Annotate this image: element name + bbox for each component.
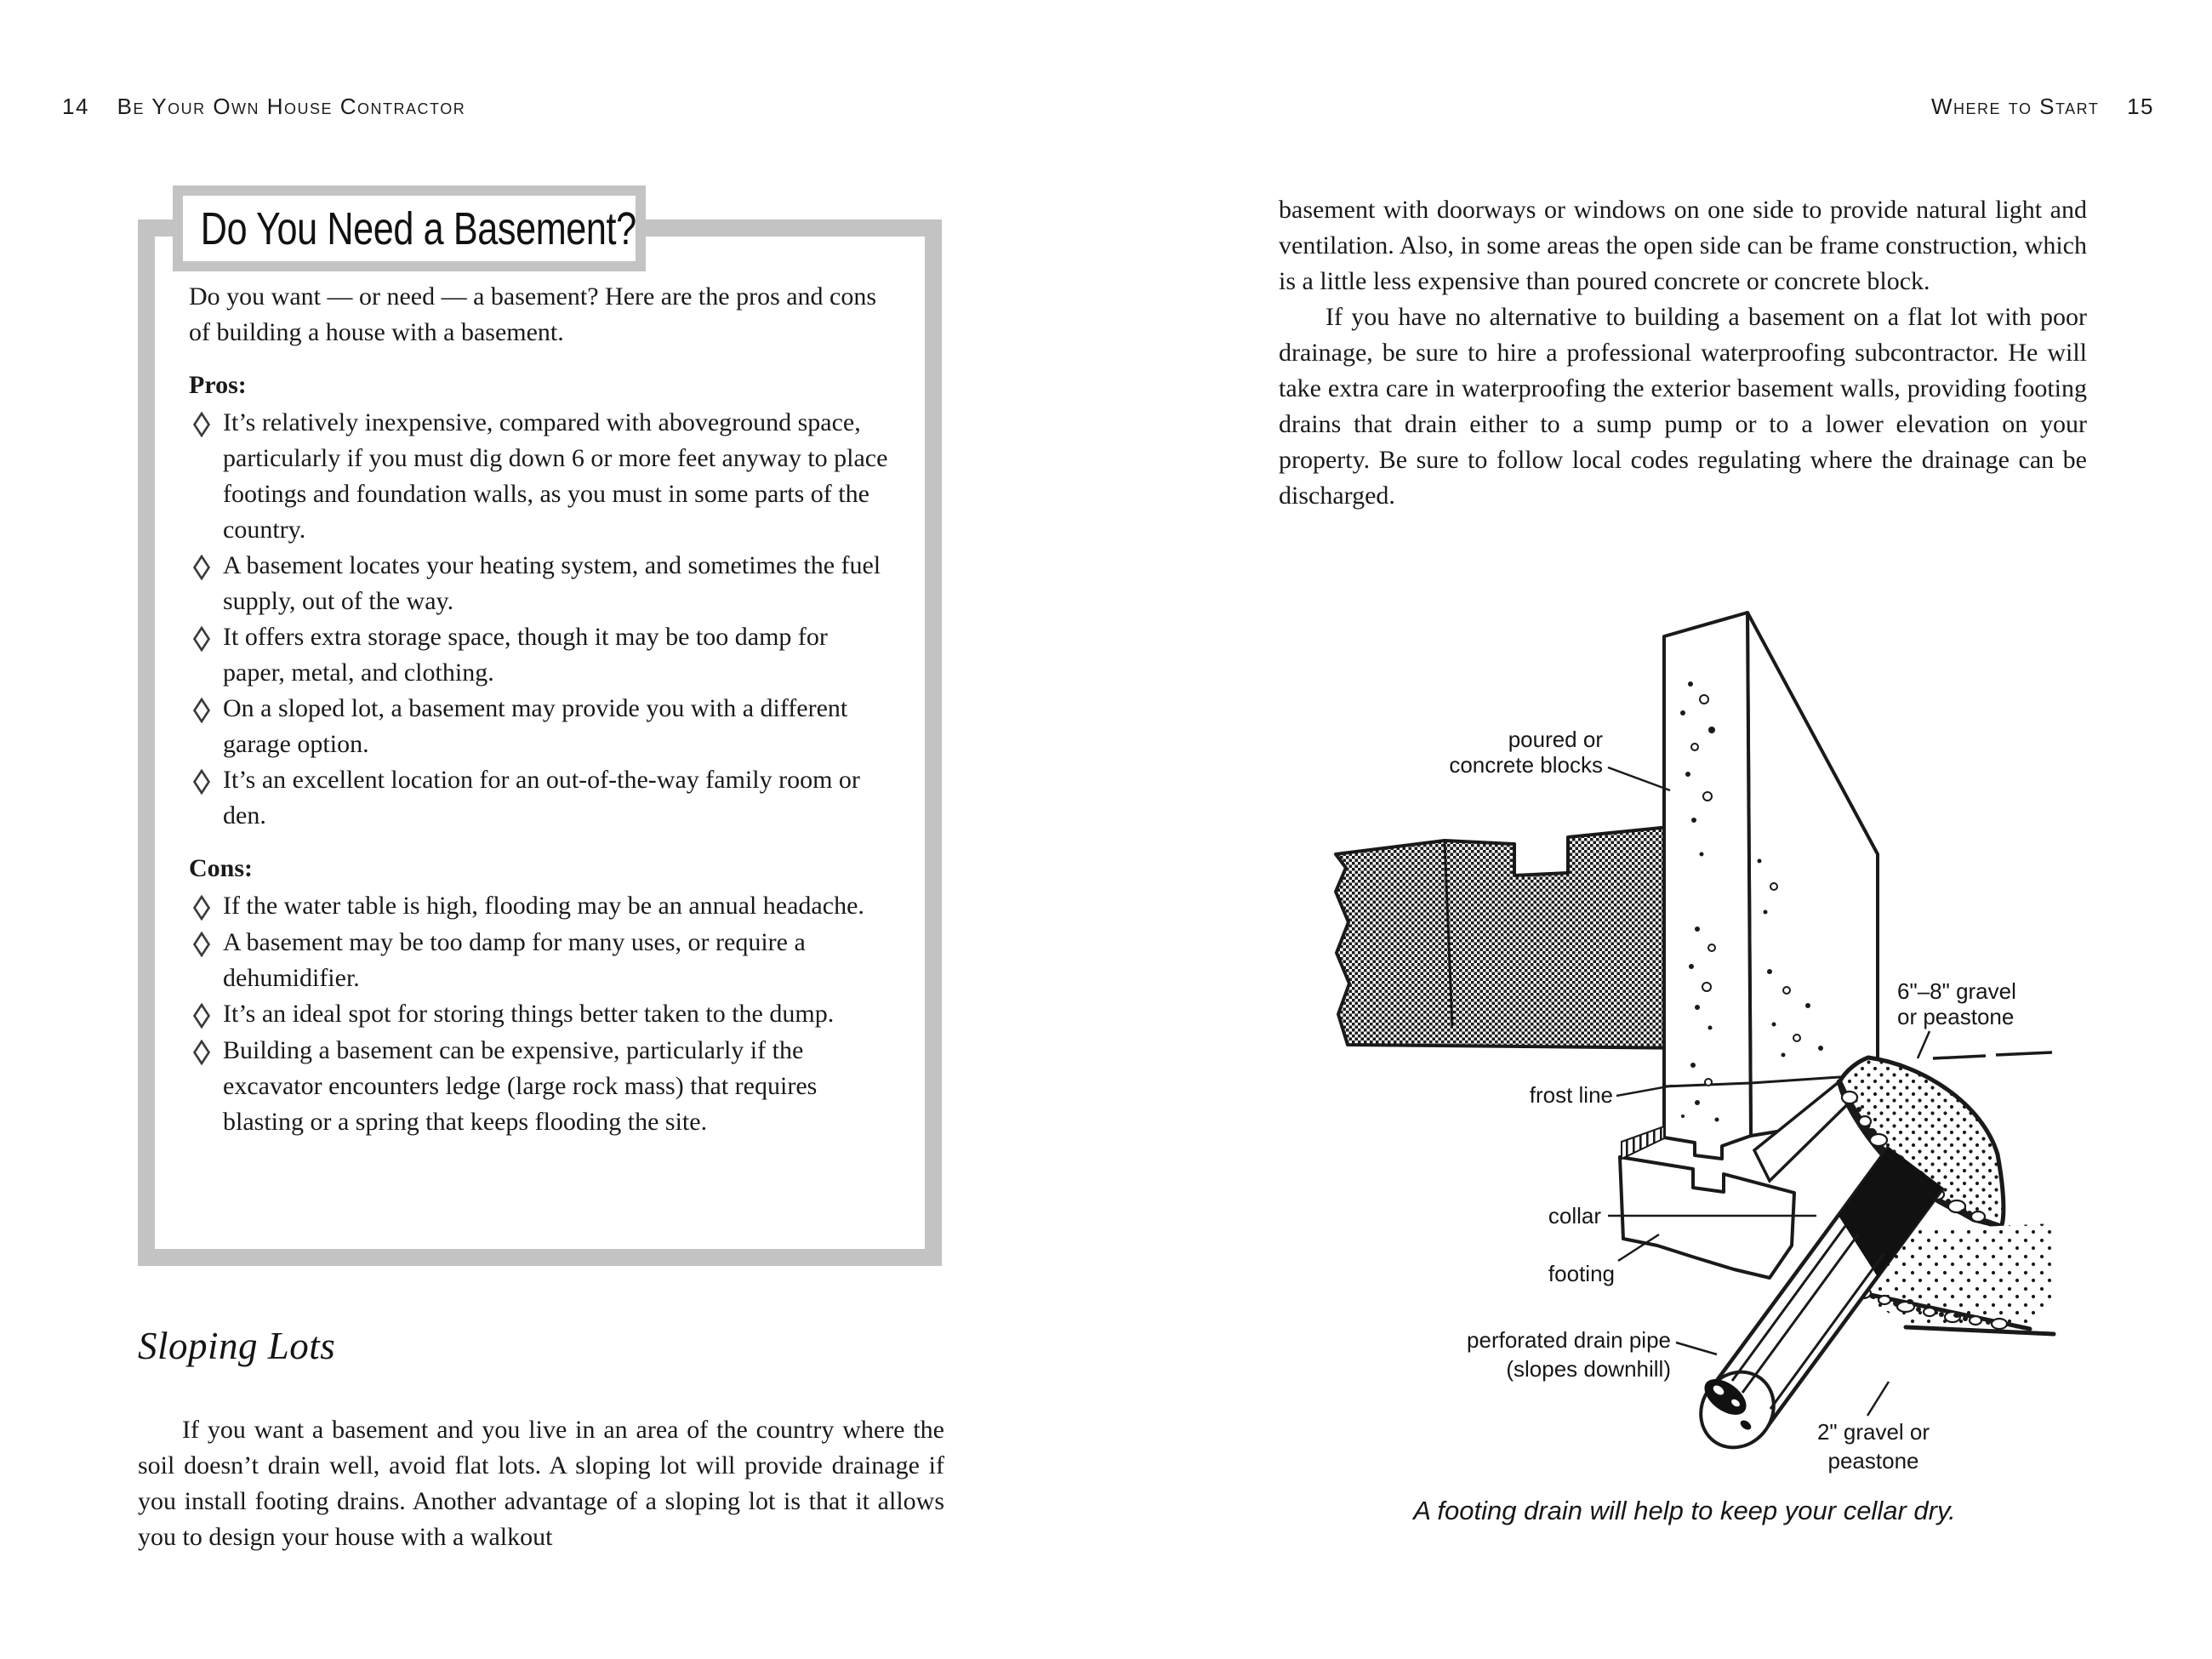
feature-box	[138, 219, 942, 1266]
pros-item-text: A basement locates your heating system, and sometimes the fuel supply, out of the way.	[223, 551, 881, 615]
figure-label-gravel-2: 2" gravel or	[1816, 1419, 1930, 1445]
figure-label-wall: concrete blocks	[1449, 752, 1603, 778]
grade-line	[1933, 1052, 2052, 1058]
diamond-bullet-icon	[192, 895, 211, 925]
figure-label-collar: collar	[1548, 1203, 1601, 1229]
section-paragraph: If you want a basement and you live in an area of the country where the soil doesn’t drain well, avoid flat lots. A sloping lot will provide drainage if you install footing drains. Another advantage of a sloping lot is that it allows you to design your house with a walkout	[138, 1416, 944, 1551]
feature-box-title: Do You Need a Basement?	[200, 202, 636, 254]
figure-caption: A footing drain will help to keep your cellar dry.	[1413, 1496, 1956, 1525]
pros-list	[189, 405, 892, 834]
diamond-bullet-icon	[192, 555, 211, 584]
pros-heading: Pros:	[189, 371, 247, 399]
pros-item-text: It’s an excellent location for an out-of-the-way family room or den.	[223, 766, 860, 830]
diamond-bullet-icon	[192, 932, 211, 961]
figure-label-drain-pipe: (slopes downhill)	[1506, 1356, 1671, 1382]
cons-item	[192, 1033, 892, 1140]
section-heading: Sloping Lots	[138, 1325, 336, 1367]
pros-item-text: It offers extra storage space, though it may be too damp for paper, metal, and clothing.	[223, 623, 828, 687]
footing-drain-figure	[1310, 606, 2059, 1525]
pros-item-text: It’s relatively inexpensive, compared with aboveground space, particularly if you must dig down 6 or more feet anyway to place footings and foundation walls, as you must in some parts of the country.	[223, 408, 888, 544]
figure-label-footing: footing	[1548, 1261, 1615, 1286]
diamond-bullet-icon	[192, 1003, 211, 1033]
running-head-left	[62, 94, 465, 120]
cons-item	[192, 996, 892, 1033]
pros-item	[192, 548, 892, 619]
cons-heading: Cons:	[189, 854, 254, 882]
diamond-bullet-icon	[192, 698, 211, 727]
footing-drain-illustration	[1310, 606, 2059, 1525]
diamond-bullet-icon	[192, 1040, 211, 1069]
cons-item	[192, 888, 892, 925]
pros-item	[192, 405, 892, 548]
feature-box-title-frame	[173, 185, 646, 271]
pros-item	[192, 691, 892, 762]
right-page-text	[1279, 192, 2087, 514]
figure-label-frost-line: frost line	[1529, 1082, 1613, 1108]
cons-item-text: Building a basement can be expensive, particularly if the excavator encounters ledge (large rock mass) that requires blasting or a spring that keeps flooding the site.	[223, 1036, 818, 1136]
running-head-right	[1931, 94, 2154, 120]
cons-list	[189, 888, 892, 1140]
figure-label-gravel-6-8: 6"–8" gravel	[1897, 978, 2016, 1004]
body-paragraph: basement with doorways or windows on one side to provide natural light and ventilation. Also, in some areas the open side can be frame construction, which is a little less expensive than poured concrete or concrete block.	[1279, 196, 2087, 295]
pros-item	[192, 762, 892, 834]
figure-label-drain-pipe: perforated drain pipe	[1467, 1327, 1671, 1353]
figure-label-gravel-2: peastone	[1827, 1448, 1919, 1474]
cons-item-text: It’s an ideal spot for storing things better taken to the dump.	[223, 1000, 835, 1028]
figure-label-wall: poured or	[1508, 727, 1603, 752]
diamond-bullet-icon	[192, 412, 211, 442]
soil-crosshatch	[1336, 824, 1695, 1048]
cons-item-text: If the water table is high, flooding may be an annual headache.	[223, 892, 864, 920]
figure-label-gravel-6-8: or peastone	[1897, 1004, 2015, 1029]
body-paragraph: If you have no alternative to building a basement on a flat lot with poor drainage, be sure to hire a professional waterproofing subcontractor. He will take extra care in waterproofing the exterior basement walls, providing footing drains that drain either to a sump pump or to a lower elevation on your property. Be sure to follow local codes regulating where the drainage can be discharged.	[1279, 303, 2087, 510]
page-number-right: 15	[2127, 94, 2154, 119]
diamond-bullet-icon	[192, 626, 211, 656]
running-head-left-title: Be Your Own House Contractor	[117, 94, 466, 119]
running-head-right-title: Where to Start	[1931, 94, 2100, 119]
pros-item-text: On a sloped lot, a basement may provide you with a different garage option.	[223, 694, 848, 758]
page-number-left: 14	[62, 94, 89, 119]
cons-item-text: A basement may be too damp for many uses, or require a dehumidifier.	[223, 928, 806, 992]
feature-box-intro: Do you want — or need — a basement? Here are the pros and cons of building a house with a basement.	[189, 282, 877, 346]
pros-item	[192, 619, 892, 691]
cons-item	[192, 925, 892, 996]
diamond-bullet-icon	[192, 769, 211, 799]
footing-top-hatch	[1622, 1126, 1664, 1159]
